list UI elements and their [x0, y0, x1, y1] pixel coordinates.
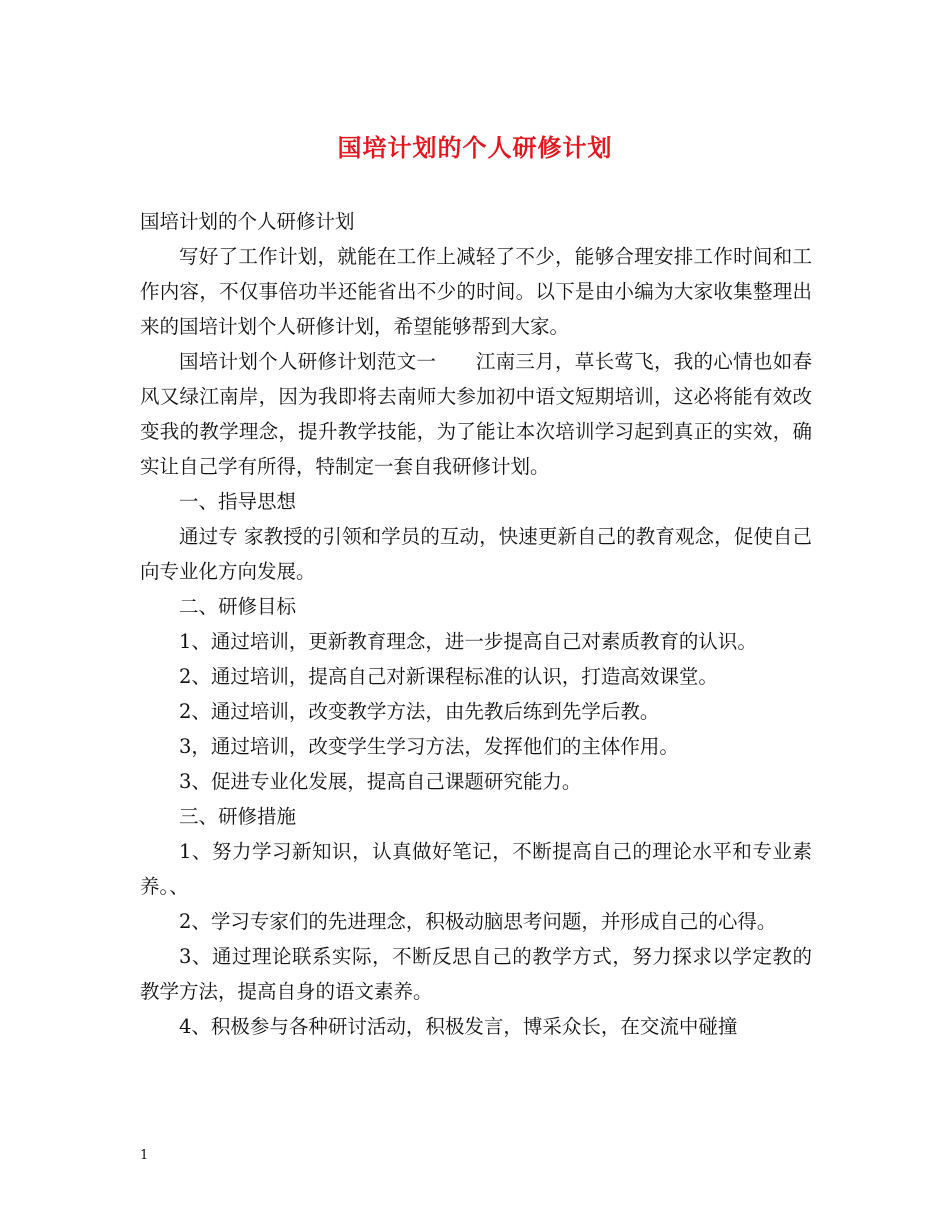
list-item: 3，通过培训，改变学生学习方法，发挥他们的主体作用。 — [179, 735, 679, 758]
list-item: 1、通过培训，更新教育理念，进一步提高自己对素质教育的认识。 — [179, 630, 757, 653]
list-item: 1、努力学习新知识，认真做好笔记，不断提高自己的理论水平和专业素养。、 — [140, 840, 812, 898]
list-item: 2、通过培训，改变教学方法，由先教后练到先学后教。 — [179, 700, 660, 723]
list-item: 3、促进专业化发展，提高自己课题研究能力。 — [179, 770, 582, 793]
list-item: 3、通过理论联系实际，不断反思自己的教学方式，努力探求以学定教的教学方法，提高自身的语文素养。 — [140, 945, 812, 1003]
section-heading: 二、研修目标 — [179, 595, 297, 618]
list-item: 2、学习专家们的先进理念，积极动脑思考问题，并形成自己的心得。 — [179, 910, 777, 933]
paragraph: 国培计划个人研修计划范文一 江南三月，草长莺飞，我的心情也如春风又绿江南岸，因为我即将去南师大参加初中语文短期培训，这必将能有效改变我的教学理念，提升教学技能，为了能让本次培训学习起到真正的实效，确实让自己学有所得，特制定一套自我研修计划。 — [140, 350, 812, 478]
section-heading: 一、指导思想 — [179, 490, 297, 513]
paragraph: 写好了工作计划，就能在工作上减轻了不少，能够合理安排工作时间和工作内容，不仅事倍功半还能省出不少的时间。以下是由小编为大家收集整理出来的国培计划个人研修计划，希望能够帮到大家。 — [140, 245, 812, 338]
paragraph: 通过专 家教授的引领和学员的互动，快速更新自己的教育观念，促使自己向专业化方向发展。 — [140, 525, 812, 583]
document-body — [140, 204, 812, 1044]
section-heading: 三、研修措施 — [179, 805, 297, 828]
list-item: 2、通过培训，提高自己对新课程标准的认识，打造高效课堂。 — [179, 665, 718, 688]
paragraph: 国培计划的个人研修计划 — [140, 210, 355, 233]
page-number: 1 — [140, 1148, 149, 1163]
document-title: 国培计划的个人研修计划 — [337, 133, 613, 162]
list-item: 4、积极参与各种研讨活动，积极发言，博采众长，在交流中碰撞 — [179, 1015, 738, 1038]
